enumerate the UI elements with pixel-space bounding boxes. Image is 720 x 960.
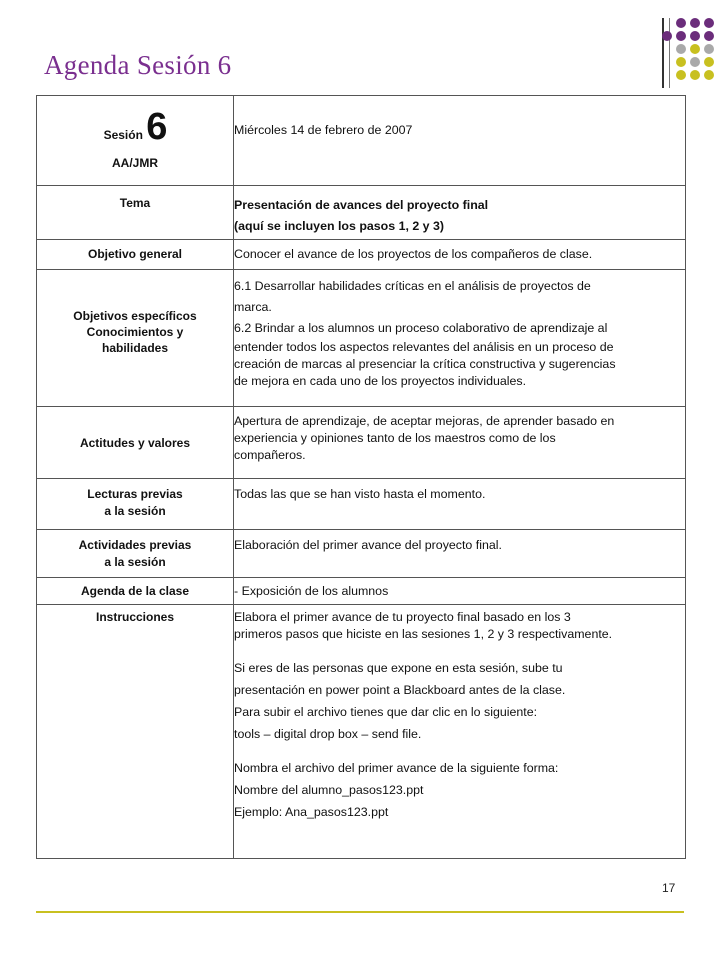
decorative-dot — [662, 31, 672, 41]
slide-title: Agenda Sesión 6 — [44, 50, 232, 80]
table-row — [37, 605, 686, 859]
row-label — [37, 578, 234, 605]
session-date-cell — [234, 96, 686, 186]
instruction-line: Elabora el primer avance de tu proyecto final basado en los 3 — [234, 610, 571, 624]
decorative-dot — [690, 31, 700, 41]
agenda-label: Agenda de la clase — [80, 584, 190, 598]
table-row — [37, 578, 686, 605]
decorative-dot — [676, 44, 686, 54]
tema-line: (aquí se incluyen los pasos 1, 2 y 3) — [234, 219, 445, 233]
instruction-line: tools – digital drop box – send file. — [234, 727, 422, 741]
tema-label: Tema — [119, 196, 151, 210]
row-label — [37, 479, 234, 530]
objective-item: marca. — [234, 300, 272, 314]
row-label — [37, 186, 234, 240]
agenda-text: - Exposición de los alumnos — [234, 584, 389, 598]
table-row — [37, 407, 686, 479]
actitudes-label: Actitudes y valores — [79, 435, 191, 450]
tema-value — [234, 186, 686, 240]
objetivos-especificos-label: Objetivos específicos — [73, 309, 197, 323]
objetivo-general-label: Objetivo general — [87, 247, 183, 261]
lecturas-value — [234, 479, 686, 530]
objetivo-general-text: Conocer el avance de los proyectos de los compañeros de clase. — [234, 247, 593, 261]
decorative-dot — [676, 18, 686, 28]
decorative-dot — [690, 44, 700, 54]
instrucciones-label: Instrucciones — [95, 610, 175, 624]
instrucciones-value — [234, 605, 686, 859]
decorative-dot — [704, 18, 714, 28]
session-date: Miércoles 14 de febrero de 2007 — [234, 123, 413, 137]
lecturas-label: Lecturas previas — [87, 487, 183, 501]
session-code: AA/JMR — [111, 156, 158, 170]
row-label — [37, 407, 234, 479]
instruction-line: primeros pasos que hiciste en las sesiones 1, 2 y 3 respectivamente. — [234, 627, 613, 641]
row-label — [37, 240, 234, 270]
objetivos-especificos-label: habilidades — [101, 341, 169, 355]
actitudes-line: compañeros. — [234, 448, 306, 462]
actitudes-line: experiencia y opiniones tanto de los maestros como de los — [234, 431, 556, 445]
objetivos-especificos-label: Conocimientos y — [86, 325, 184, 339]
session-agenda-table — [36, 95, 686, 859]
decorative-vertical-line — [669, 18, 670, 88]
objetivos-especificos-value — [234, 270, 686, 407]
decorative-dot — [690, 18, 700, 28]
objective-item: 6.1 Desarrollar habilidades críticas en el análisis de proyectos de — [234, 279, 591, 293]
decorative-dot — [704, 44, 714, 54]
session-word: Sesión — [103, 128, 143, 142]
tema-line: Presentación de avances del proyecto final — [234, 198, 489, 212]
objetivo-general-value — [234, 240, 686, 270]
actitudes-line: Apertura de aprendizaje, de aceptar mejoras, de aprender basado en — [234, 414, 615, 428]
table-row — [37, 240, 686, 270]
row-label — [37, 605, 234, 859]
decorative-dot — [704, 57, 714, 67]
lecturas-text: Todas las que se han visto hasta el momento. — [234, 487, 486, 501]
instruction-line: presentación en power point a Blackboard antes de la clase. — [234, 683, 566, 697]
actividades-text: Elaboración del primer avance del proyecto final. — [234, 538, 502, 552]
session-number: 6 — [146, 106, 167, 148]
actividades-label: a la sesión — [104, 555, 166, 569]
decorative-dot — [704, 31, 714, 41]
decorative-dot — [690, 70, 700, 80]
actividades-label: Actividades previas — [78, 538, 192, 552]
row-label — [37, 270, 234, 407]
objective-item: 6.2 Brindar a los alumnos un proceso colaborativo de aprendizaje al — [234, 321, 608, 335]
table-row — [37, 270, 686, 407]
objective-item: creación de marcas al presenciar la crítica constructiva y sugerencias — [234, 357, 616, 371]
page-number: 17 — [662, 881, 676, 895]
decorative-dot — [690, 57, 700, 67]
instruction-line: Para subir el archivo tienes que dar clic en lo siguiente: — [234, 705, 538, 719]
row-label — [37, 530, 234, 578]
decorative-dot — [704, 70, 714, 80]
lecturas-label: a la sesión — [104, 504, 166, 518]
table-row — [37, 96, 686, 186]
instruction-line: Nombre del alumno_pasos123.ppt — [234, 783, 424, 797]
table-row — [37, 479, 686, 530]
decorative-dot — [676, 31, 686, 41]
decorative-dot — [676, 57, 686, 67]
instruction-line: Nombra el archivo del primer avance de la siguiente forma: — [234, 761, 559, 775]
instruction-line: Ejemplo: Ana_pasos123.ppt — [234, 805, 389, 819]
agenda-value — [234, 578, 686, 605]
decorative-vertical-line — [662, 18, 664, 88]
actitudes-value — [234, 407, 686, 479]
objective-item: de mejora en cada uno de los proyectos individuales. — [234, 374, 527, 388]
actividades-value — [234, 530, 686, 578]
instruction-line: Si eres de las personas que expone en esta sesión, sube tu — [234, 661, 563, 675]
footer-divider — [36, 911, 684, 913]
objective-item: entender todos los aspectos relevantes del análisis en un proceso de — [234, 340, 614, 354]
table-row — [37, 530, 686, 578]
decorative-dot — [676, 70, 686, 80]
session-header-cell — [37, 96, 234, 186]
table-row — [37, 186, 686, 240]
